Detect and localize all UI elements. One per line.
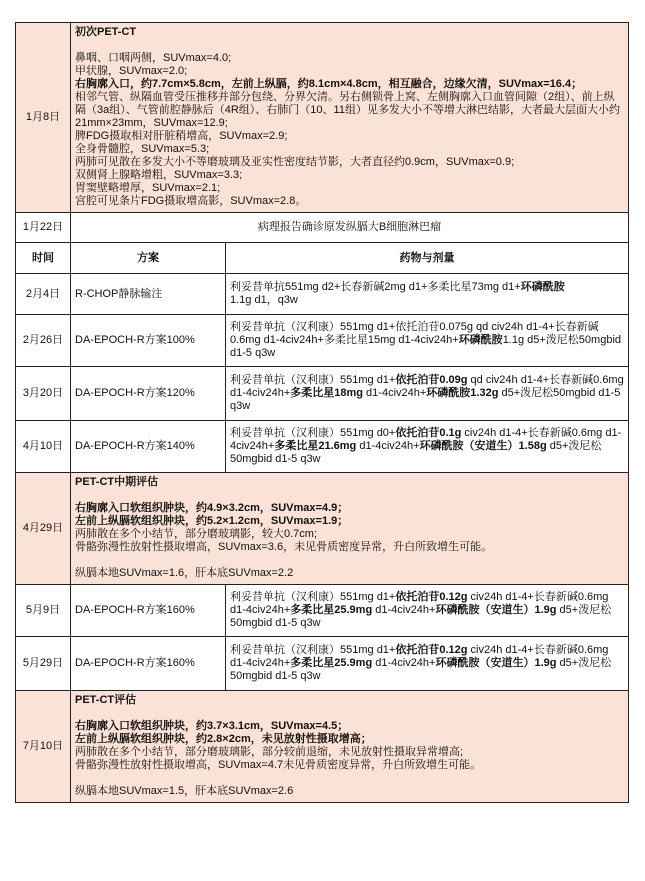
finding-line: 右胸廓入口软组织肿块，约4.9×3.2cm，SUVmax=4.9； <box>75 502 349 514</box>
section-title: PET-CT中期评估 <box>75 476 159 488</box>
table-row <box>16 585 629 637</box>
finding-line: 相邻气管、纵隔血管受压推移并部分包绕、分界欠清。另右侧锁骨上窝、左侧胸廓入口血管间隙（2组）、前上纵隔（3a组）、气管前腔静脉后（4R组）、右肺门（10、11组）见多发大小不等增大淋巴结影，大者最大层面大小约21mm×23mm，SUVmax=12.9; <box>75 91 620 129</box>
dosage-cell: 利妥昔单抗（汉利康）551mg d1+依托泊苷0.09g qd civ24h d1-4+长春新碱0.6mg d1-4civ24h+多柔比星18mg d1-4civ24h+环磷酰胺1.32g d5+泼尼松50mgbid d1-5 q3w <box>226 367 629 421</box>
regimen-cell: DA-EPOCH-R方案100% <box>71 315 226 367</box>
finding-line: 左前上纵膈软组织肿块，约2.8×2cm，未见放射性摄取增高； <box>75 733 372 745</box>
date-cell: 2月4日 <box>16 274 71 315</box>
date-cell: 4月10日 <box>16 421 71 473</box>
finding-line: 骨骼弥漫性放射性摄取增高，SUVmax=3.6，未见骨质密度异常，升白所致增生可能。 <box>75 541 493 553</box>
finding-line: 骨骼弥漫性放射性摄取增高，SUVmax=4.7未见骨质密度异常，升白所致增生可能。 <box>75 759 482 771</box>
table-row <box>16 421 629 473</box>
finding-line: 左前上纵膈软组织肿块，约5.2×1.2cm，SUVmax=1.9； <box>75 515 349 527</box>
regimen-cell: DA-EPOCH-R方案140% <box>71 421 226 473</box>
dosage-cell: 利妥昔单抗（汉利康）551mg d1+依托泊苷0.12g civ24h d1-4+长春新碱0.6mg d1-4civ24h+多柔比星25.9mg d1-4civ24h+环磷酰胺（安道生）1.9g d5+泼尼松50mgbid d1-5 q3w <box>226 585 629 637</box>
pathology-result: 病理报告确诊原发纵膈大B细胞淋巴瘤 <box>71 213 629 243</box>
column-header-drug: 药物与剂量 <box>226 243 629 274</box>
regimen-cell: R-CHOP静脉输注 <box>71 274 226 315</box>
finding-line: 胃窦壁略增厚，SUVmax=2.1; <box>75 182 221 194</box>
treatment-table <box>15 22 629 803</box>
finding-line: 两肺散在多个小结节，部分磨玻璃影，部分较前退缩，未见放射性摄取异常增高; <box>75 746 464 758</box>
pet-ct-findings <box>71 473 629 585</box>
dosage-cell: 利妥昔单抗（汉利康）551mg d0+依托泊苷0.1g civ24h d1-4+长春新碱0.6mg d1-4civ24h+多柔比星21.6mg d1-4civ24h+环磷酰胺（安道生）1.58g d5+泼尼松50mgbid d1-5 q3w <box>226 421 629 473</box>
table-header-row <box>16 243 629 274</box>
date-cell: 1月8日 <box>16 23 71 213</box>
table-row <box>16 637 629 691</box>
column-header-time: 时间 <box>16 243 71 274</box>
finding-line: 全身骨髓腔，SUVmax=5.3; <box>75 143 210 155</box>
finding-line: 右胸廓入口软组织肿块，约3.7×3.1cm，SUVmax=4.5； <box>75 720 349 732</box>
pet-ct-findings <box>71 691 629 803</box>
finding-line: 鼻咽、口咽两侧，SUVmax=4.0; <box>75 52 232 64</box>
finding-line: 两肺可见散在多发大小不等磨玻璃及亚实性密度结节影，大者直径约0.9cm，SUVmax=0.9; <box>75 156 515 168</box>
table-row <box>16 315 629 367</box>
table-row <box>16 23 629 213</box>
finding-line: 纵膈本地SUVmax=1.5，肝本底SUVmax=2.6 <box>75 785 294 797</box>
column-header-plan: 方案 <box>71 243 226 274</box>
table-row <box>16 367 629 421</box>
dosage-cell: 利妥昔单抗551mg d2+长春新碱2mg d1+多柔比星73mg d1+环磷酰胺 1.1g d1，q3w <box>226 274 629 315</box>
finding-line: 甲状腺，SUVmax=2.0; <box>75 65 188 77</box>
dosage-cell: 利妥昔单抗（汉利康）551mg d1+依托泊苷0.12g civ24h d1-4+长春新碱0.6mg d1-4civ24h+多柔比星25.9mg d1-4civ24h+环磷酰胺（安道生）1.9g d5+泼尼松50mgbid d1-5 q3w <box>226 637 629 691</box>
section-title: PET-CT评估 <box>75 694 137 706</box>
date-cell: 4月29日 <box>16 473 71 585</box>
finding-line: 脾FDG摄取相对肝脏稍增高，SUVmax=2.9; <box>75 130 288 142</box>
regimen-cell: DA-EPOCH-R方案120% <box>71 367 226 421</box>
date-cell: 2月26日 <box>16 315 71 367</box>
finding-line: 纵膈本地SUVmax=1.6，肝本底SUVmax=2.2 <box>75 567 294 579</box>
table-row <box>16 691 629 803</box>
regimen-cell: DA-EPOCH-R方案160% <box>71 585 226 637</box>
dosage-cell: 利妥昔单抗（汉利康）551mg d1+依托泊苷0.075g qd civ24h d1-4+长春新碱0.6mg d1-4civ24h+多柔比星15mg d1-4civ24h+环磷酰胺1.1g d5+泼尼松50mgbid d1-5 q3w <box>226 315 629 367</box>
date-cell: 5月29日 <box>16 637 71 691</box>
date-cell: 1月22日 <box>16 213 71 243</box>
finding-line: 右胸廓入口，约7.7cm×5.8cm，左前上纵膈，约8.1cm×4.8cm，相互融合，边缘欠清，SUVmax=16.4； <box>75 78 583 90</box>
pet-ct-findings <box>71 23 629 213</box>
table-row <box>16 213 629 243</box>
section-title: 初次PET-CT <box>75 26 137 38</box>
table-row <box>16 473 629 585</box>
finding-line: 双侧肾上腺略增粗，SUVmax=3.3; <box>75 169 243 181</box>
date-cell: 5月9日 <box>16 585 71 637</box>
date-cell: 3月20日 <box>16 367 71 421</box>
table-row <box>16 274 629 315</box>
finding-line: 宫腔可见条片FDG摄取增高影，SUVmax=2.8。 <box>75 195 307 207</box>
finding-line: 两肺散在多个小结节，部分磨玻璃影，较大0.7cm; <box>75 528 318 540</box>
date-cell: 7月10日 <box>16 691 71 803</box>
regimen-cell: DA-EPOCH-R方案160% <box>71 637 226 691</box>
